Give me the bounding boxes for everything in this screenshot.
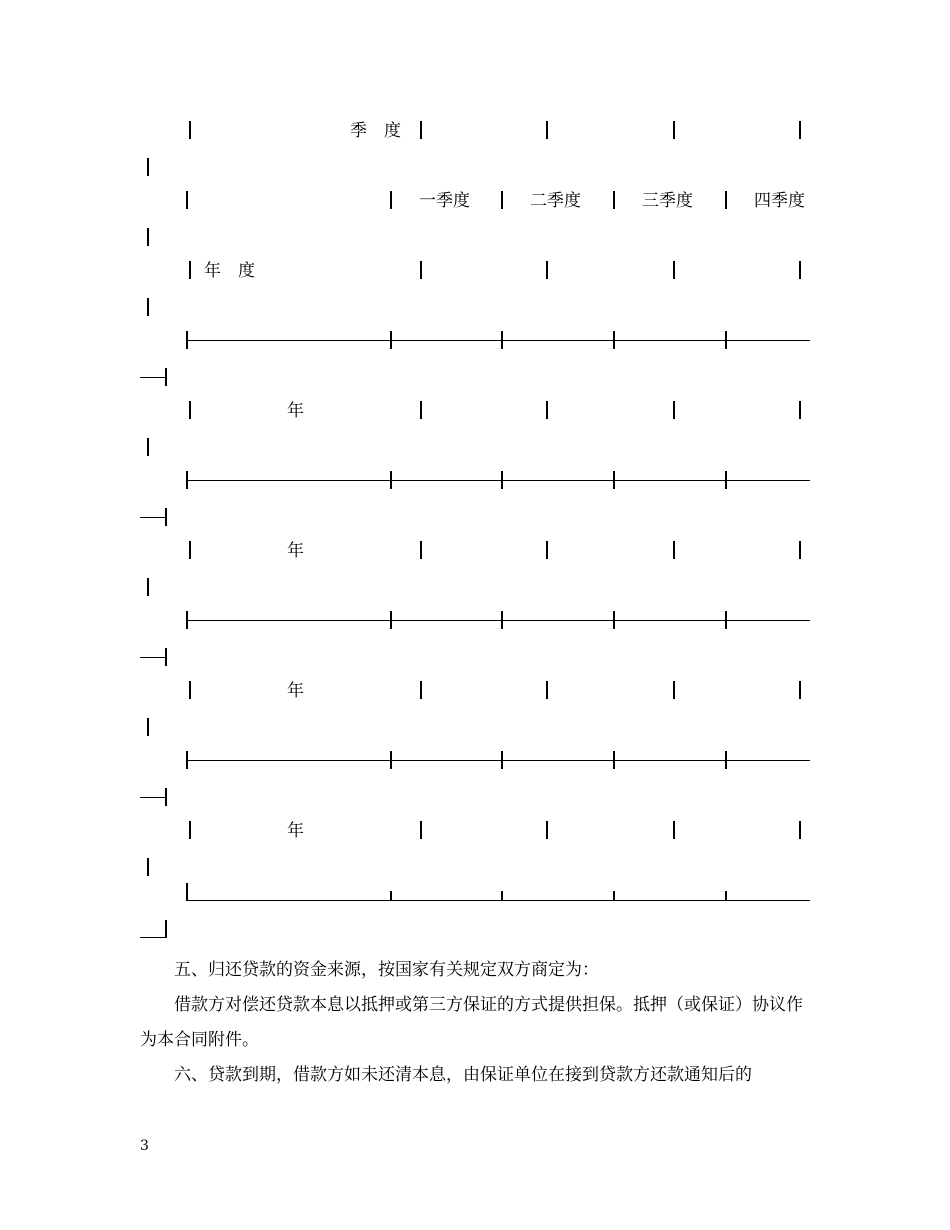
table-border: [799, 261, 801, 279]
page-number: 3: [140, 1138, 149, 1154]
quarter-1-label: 一季度: [419, 191, 470, 211]
table-border: [613, 331, 615, 349]
table-border: [799, 121, 801, 139]
table-border: [189, 121, 191, 139]
year-row-label: 年: [287, 401, 304, 421]
table-border: [189, 681, 191, 699]
table-border: [613, 891, 615, 900]
table-border: [186, 751, 188, 769]
table-border: [613, 471, 615, 489]
table-border: [147, 438, 149, 456]
year-row-label: 年: [287, 541, 304, 561]
table-border: [186, 883, 188, 901]
table-border: [725, 331, 727, 349]
table-border: [613, 191, 615, 209]
table-border: [799, 821, 801, 839]
table-rule: [186, 900, 810, 901]
table-rule: [140, 797, 166, 798]
table-border: [546, 121, 548, 139]
table-border: [189, 541, 191, 559]
table-border: [165, 788, 167, 806]
guarantee-paragraph: 借款方对偿还贷款本息以抵押或第三方保证的方式提供担保。抵押（或保证）协议作为本合同附件。: [140, 995, 803, 1050]
table-border: [420, 121, 422, 139]
table-border: [186, 611, 188, 629]
table-border: [673, 681, 675, 699]
table-border: [420, 821, 422, 839]
table-rule: [186, 760, 810, 761]
table-border: [147, 718, 149, 736]
table-rule: [186, 620, 810, 621]
table-rule: [140, 657, 166, 658]
clause-5: 五、归还贷款的资金来源，按国家有关规定双方商定为：: [174, 960, 599, 980]
year-row-label: 年: [287, 821, 304, 841]
table-border: [390, 611, 392, 629]
table-rule: [140, 937, 166, 938]
table-border: [546, 261, 548, 279]
table-border: [725, 471, 727, 489]
table-border: [501, 751, 503, 769]
table-rule: [140, 377, 166, 378]
table-border: [501, 471, 503, 489]
table-border: [673, 121, 675, 139]
table-border: [189, 401, 191, 419]
table-rule: [186, 340, 810, 341]
table-border: [799, 401, 801, 419]
table-rule: [140, 517, 166, 518]
quarter-3-label: 三季度: [642, 191, 693, 211]
table-border: [147, 158, 149, 176]
table-border: [165, 648, 167, 666]
table-border: [165, 920, 167, 938]
table-rule: [186, 480, 810, 481]
table-border: [546, 681, 548, 699]
table-border: [501, 191, 503, 209]
table-border: [420, 541, 422, 559]
table-border: [186, 191, 188, 209]
table-border: [165, 368, 167, 386]
table-border: [501, 331, 503, 349]
table-border: [673, 541, 675, 559]
table-border: [673, 261, 675, 279]
table-border: [147, 858, 149, 876]
table-border: [799, 541, 801, 559]
table-border: [546, 401, 548, 419]
table-border: [147, 578, 149, 596]
table-border: [673, 401, 675, 419]
table-border: [390, 331, 392, 349]
clause-6: 六、贷款到期，借款方如未还清本息，由保证单位在接到贷款方还款通知后的: [174, 1065, 752, 1085]
year-row-label: 年: [287, 681, 304, 701]
table-border: [189, 821, 191, 839]
table-border: [420, 261, 422, 279]
table-border: [420, 681, 422, 699]
table-border: [725, 891, 727, 900]
table-border: [673, 821, 675, 839]
table-border: [147, 298, 149, 316]
table-border: [799, 681, 801, 699]
table-border: [725, 191, 727, 209]
table-border: [189, 261, 191, 279]
table-border: [613, 611, 615, 629]
table-border: [420, 401, 422, 419]
table-border: [501, 891, 503, 900]
table-border: [546, 821, 548, 839]
table-border: [165, 508, 167, 526]
table-border: [186, 471, 188, 489]
table-border: [390, 751, 392, 769]
table-border: [390, 891, 392, 900]
quarter-2-label: 二季度: [530, 191, 581, 211]
table-border: [390, 191, 392, 209]
contract-body: [140, 953, 812, 1093]
table-border: [725, 751, 727, 769]
table-border: [725, 611, 727, 629]
quarter-4-label: 四季度: [754, 191, 805, 211]
header-quarter-label: 季 度: [350, 121, 401, 141]
table-border: [546, 541, 548, 559]
table-border: [390, 471, 392, 489]
table-border: [501, 611, 503, 629]
header-year-label: 年 度: [204, 261, 255, 281]
table-border: [186, 331, 188, 349]
table-border: [613, 751, 615, 769]
table-border: [147, 228, 149, 246]
